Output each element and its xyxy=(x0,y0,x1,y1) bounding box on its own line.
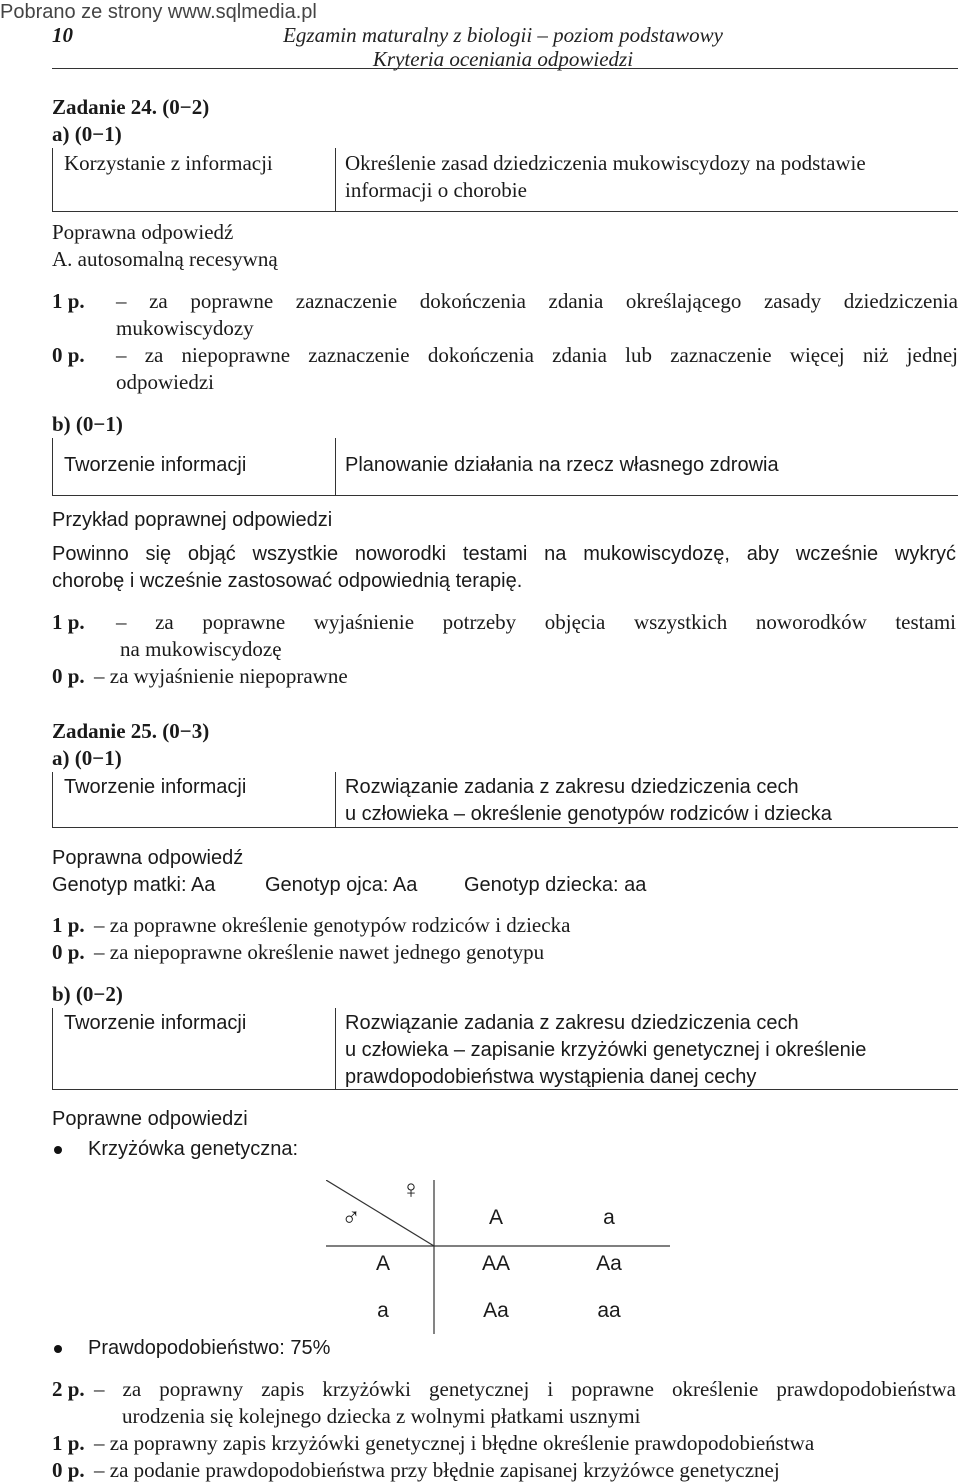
score-label: 0 p. xyxy=(52,343,85,367)
task-25b-requirement-line2: u człowieka – zapisanie krzyżówki genetycznej i określenie xyxy=(345,1039,867,1061)
score-label: 1 p. xyxy=(52,610,85,634)
header-rule xyxy=(52,68,958,69)
task-25a-answer-heading: Poprawna odpowiedź xyxy=(52,847,244,869)
task-24a-requirement-line1: Określenie zasad dziedziczenia mukowiscydozy na podstawie xyxy=(345,151,866,175)
genotype-father: Genotyp ojca: Aa xyxy=(265,874,418,896)
task-25b-score-2-text-line2: urodzenia się kolejnego dziecka z wolnymi płatkami usznymi xyxy=(122,1404,641,1428)
box-divider xyxy=(335,148,336,211)
task-25b-answer-heading: Poprawne odpowiedzi xyxy=(52,1108,248,1130)
task-25a-label: a) (0−1) xyxy=(52,746,122,770)
task-24a-criteria-box xyxy=(52,148,958,212)
task-24-title: Zadanie 24. (0−2) xyxy=(52,95,210,119)
task-25b-criteria-box xyxy=(52,1008,958,1090)
task-25a-category: Tworzenie informacji xyxy=(64,776,247,798)
task-24b-example-line1: Powinno się objąć wszystkie noworodki testami na mukowiscydozę, aby wcześnie wykryć xyxy=(52,543,956,565)
male-gamete-1: A xyxy=(375,1252,390,1275)
male-symbol-icon: ♂ xyxy=(341,1202,361,1232)
task-24a-answer: A. autosomalną recesywną xyxy=(52,247,278,271)
task-25b-requirement-line3: prawdopodobieństwa wystąpienia danej cechy xyxy=(345,1066,757,1088)
male-gamete-2: a xyxy=(377,1299,389,1322)
score-label: 1 p. xyxy=(52,913,85,937)
punnett-cell-Aa-2: Aa xyxy=(483,1299,509,1322)
task-24b-score-0-text: – za wyjaśnienie niepoprawne xyxy=(94,664,348,688)
score-label: 2 p. xyxy=(52,1377,85,1401)
page-number: 10 xyxy=(52,23,73,47)
task-24a-score-0-text-line1: – za niepoprawne zaznaczenie dokończenia zdania lub zaznaczenie więcej niż jednej xyxy=(116,343,958,367)
task-25a-score-1-text: – za poprawne określenie genotypów rodziców i dziecka xyxy=(94,913,571,937)
bullet-probability: Prawdopodobieństwo: 75% xyxy=(88,1337,331,1359)
punnett-cell-AA: AA xyxy=(481,1252,510,1275)
task-24a-score-1-text-line2: mukowiscydozy xyxy=(116,316,254,340)
task-25b-score-1-text: – za poprawny zapis krzyżówki genetycznej i błędne określenie prawdopodobieństwa xyxy=(94,1431,815,1455)
task-24b-score-1-text-line1: – za poprawne wyjaśnienie potrzeby objęcia wszystkich noworodków testami xyxy=(116,610,956,634)
score-label: 1 p. xyxy=(52,289,85,313)
task-24a-category: Korzystanie z informacji xyxy=(64,151,273,175)
task-24a-answer-heading: Poprawna odpowiedź xyxy=(52,220,234,244)
task-24a-score-1-text-line1: – za poprawne zaznaczenie dokończenia zdania określającego zasady dziedziczenia xyxy=(116,289,958,313)
punnett-square xyxy=(326,1174,670,1334)
female-gamete-2: a xyxy=(603,1206,615,1229)
task-25b-label: b) (0−2) xyxy=(52,982,123,1006)
bullet-icon xyxy=(54,1345,62,1353)
task-24a-score-0-text-line2: odpowiedzi xyxy=(116,370,214,394)
task-24b-label: b) (0−1) xyxy=(52,412,123,436)
watermark-text: Pobrano ze strony www.sqlmedia.pl xyxy=(0,1,317,23)
punnett-cell-Aa-1: Aa xyxy=(596,1252,622,1275)
task-25b-score-0-text: – za podanie prawdopodobieństwa przy błędnie zapisanej krzyżówce genetycznej xyxy=(94,1458,780,1482)
score-label: 0 p. xyxy=(52,940,85,964)
task-24b-requirement: Planowanie działania na rzecz własnego zdrowia xyxy=(345,454,779,476)
task-24b-category: Tworzenie informacji xyxy=(64,454,247,476)
exam-title: Egzamin maturalny z biologii – poziom podstawowy xyxy=(283,23,723,47)
box-divider xyxy=(335,438,336,495)
box-divider xyxy=(335,1008,336,1089)
task-24b-example-line2: chorobę i wcześnie zastosować odpowiednią terapię. xyxy=(52,570,523,592)
bullet-icon xyxy=(54,1146,62,1154)
exam-subtitle: Kryteria oceniania odpowiedzi xyxy=(372,47,634,71)
task-25-title: Zadanie 25. (0−3) xyxy=(52,719,210,743)
task-25a-requirement-line2: u człowieka – określenie genotypów rodziców i dziecka xyxy=(345,803,832,825)
task-25b-requirement-line1: Rozwiązanie zadania z zakresu dziedziczenia cech xyxy=(345,1012,799,1034)
bullet-cross-label: Krzyżówka genetyczna: xyxy=(88,1138,299,1160)
female-symbol-icon: ♀ xyxy=(401,1174,421,1204)
punnett-cell-aa: aa xyxy=(597,1299,621,1322)
score-label: 0 p. xyxy=(52,664,85,688)
task-25a-requirement-line1: Rozwiązanie zadania z zakresu dziedziczenia cech xyxy=(345,776,799,798)
female-gamete-1: A xyxy=(488,1206,503,1229)
task-25b-category: Tworzenie informacji xyxy=(64,1012,247,1034)
task-24b-criteria-box xyxy=(52,438,958,496)
task-25a-criteria-box xyxy=(52,772,958,828)
genotype-mother: Genotyp matki: Aa xyxy=(52,874,216,896)
task-24a-label: a) (0−1) xyxy=(52,122,122,146)
score-label: 1 p. xyxy=(52,1431,85,1455)
task-25b-score-2-text-line1: – za poprawny zapis krzyżówki genetycznej i poprawne określenie prawdopodobieństwa xyxy=(94,1377,956,1401)
genotype-child: Genotyp dziecka: aa xyxy=(464,874,647,896)
box-divider xyxy=(335,772,336,827)
task-24a-requirement-line2: informacji o chorobie xyxy=(345,178,527,202)
score-label: 0 p. xyxy=(52,1458,85,1482)
task-24b-example-heading: Przykład poprawnej odpowiedzi xyxy=(52,509,333,531)
task-25a-score-0-text: – za niepoprawne określenie nawet jednego genotypu xyxy=(94,940,545,964)
task-24b-score-1-text-line2: na mukowiscydozę xyxy=(120,637,282,661)
